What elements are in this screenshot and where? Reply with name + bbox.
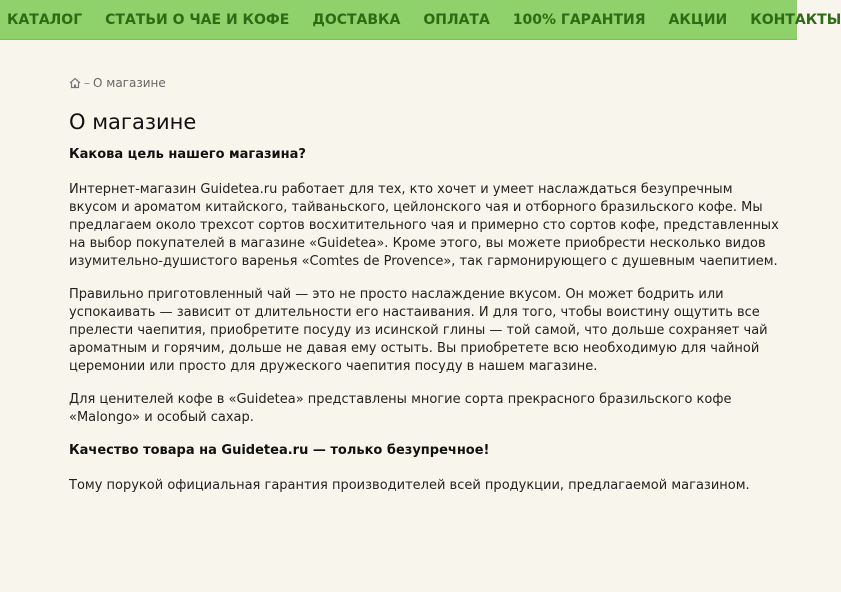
nav-item-delivery[interactable]: ДОСТАВКА	[312, 12, 401, 28]
article-heading-quality: Качество товара на Guidetea.ru — только безупречное!	[69, 443, 490, 458]
article-heading-goal: Какова цель нашего магазина?	[69, 147, 306, 162]
nav-item-articles[interactable]: СТАТЬИ О ЧАЕ И КОФЕ	[105, 12, 290, 28]
main-content	[69, 74, 779, 510]
top-navigation	[0, 0, 841, 40]
nav-item-promotions[interactable]: АКЦИИ	[668, 12, 728, 28]
nav-item-catalog[interactable]: КАТАЛОГ	[7, 12, 83, 28]
nav-item-payment[interactable]: ОПЛАТА	[423, 12, 490, 28]
article-paragraph-4: Тому порукой официальная гарантия производителей всей продукции, предлагаемой магазином.	[69, 478, 750, 493]
nav-item-contacts[interactable]: КОНТАКТЫ	[750, 12, 841, 28]
nav-item-guarantee[interactable]: 100% ГАРАНТИЯ	[512, 12, 646, 28]
article-paragraph-3: Для ценителей кофе в «Guidetea» представлены многие сорта прекрасного бразильского кофе «Malongo» и особый сахар.	[69, 392, 732, 425]
breadcrumb	[69, 74, 779, 92]
home-icon[interactable]	[69, 77, 81, 89]
breadcrumb-separator: –	[84, 76, 90, 90]
article-paragraph-1: Интернет-магазин Guidetea.ru работает для тех, кто хочет и умеет наслаждаться безупречным вкусом и ароматом китайского, тайваньского, цейлонского чая и отборного бразильского кофе. Мы предлагаем около трехсот сортов восхитительного чая и примерно сто сортов кофе, представленных на выбор покупателей в магазине «Guidetea». Кроме этого, вы можете приобрести несколько видов изумительно-душистого варенья «Comtes de Provence», так гармонирующего с душевным чаепитием.	[69, 182, 779, 269]
breadcrumb-current: О магазине	[93, 76, 166, 90]
page-title: О магазине	[69, 110, 197, 134]
article-body	[69, 146, 779, 495]
nav-menu	[0, 0, 841, 40]
article-paragraph-2: Правильно приготовленный чай — это не просто наслаждение вкусом. Он может бодрить или успокаивать — зависит от длительности его настаивания. И для того, чтобы воистину ощутить все прелести чаепития, приобретите посуду из исинской глины — той самой, что дольше сохраняет чай ароматным и горячим, дольше не давая ему остыть. Вы приобретете всю необходимую для чайной церемонии или просто для дружеского чаепития посуду в нашем магазине.	[69, 287, 768, 374]
